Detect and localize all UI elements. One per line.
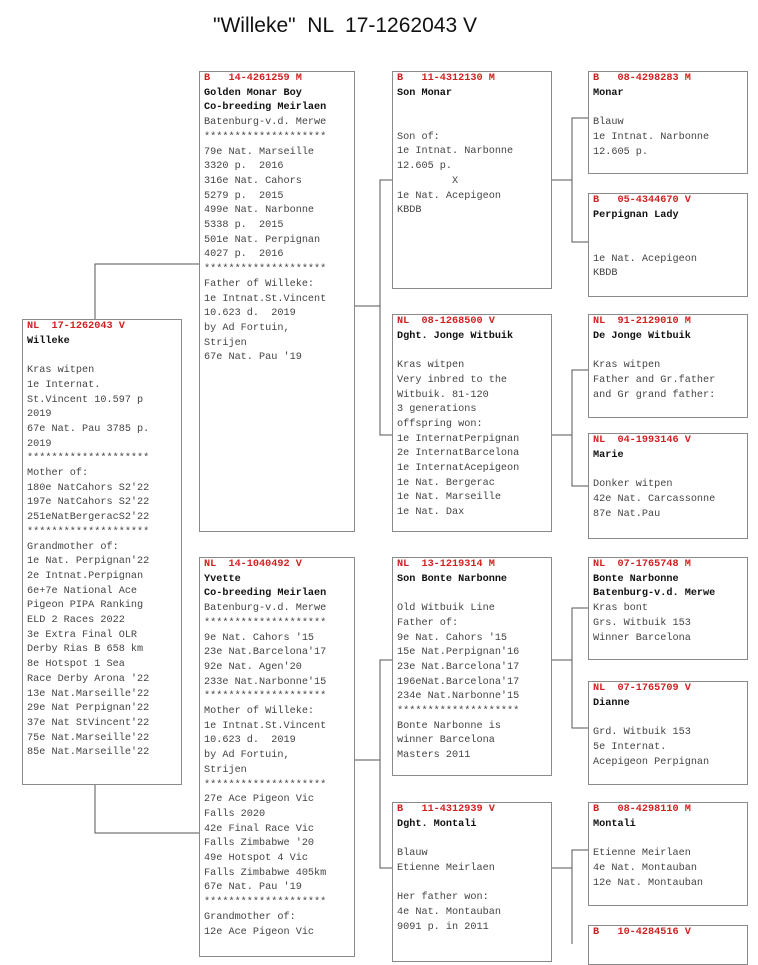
pedigree-box-sds	[588, 314, 748, 418]
pedigree-text-line: 23e Nat.Barcelona'17	[397, 661, 520, 673]
pedigree-text-line: 5338 p. 2015	[204, 220, 284, 232]
pedigree-text-line: 10.623 d. 2019	[204, 308, 296, 320]
ring-number: B 05-4344670 V	[593, 195, 691, 206]
pedigree-text-line: 67e Nat. Pau 3785 p.	[27, 423, 150, 435]
ring-number: NL 08-1268500 V	[397, 316, 495, 327]
pedigree-text-line: 13e Nat.Marseille'22	[27, 688, 150, 700]
pedigree-text-line: Kras witpen	[397, 360, 465, 372]
pedigree-box-dss	[588, 557, 748, 660]
pedigree-text-line: 92e Nat. Agen'20	[204, 661, 302, 673]
pedigree-text-line: Batenburg-v.d. Merwe	[204, 117, 327, 129]
pedigree-text-line	[593, 238, 747, 253]
pedigree-text-line: 1e InternatPerpignan	[397, 433, 520, 445]
pedigree-text-line: ********************	[397, 706, 520, 718]
pedigree-text-line: by Ad Fortuin,	[204, 322, 290, 334]
pedigree-text-line: 12e Nat. Montauban	[593, 877, 704, 889]
pedigree-text-line: Etienne Meirlaen	[397, 862, 495, 874]
pedigree-text-line: 2e Intnat.Perpignan	[27, 570, 144, 582]
pedigree-text-line	[593, 101, 747, 116]
pedigree-text-line: 79e Nat. Marseille	[204, 146, 315, 158]
pigeon-name: Montali	[593, 818, 636, 830]
pedigree-box-sss	[588, 71, 748, 174]
pedigree-text-line: 1e Nat. Marseille	[397, 492, 501, 504]
pedigree-text-line: 6e+7e National Ace	[27, 585, 138, 597]
pedigree-box-dsd	[588, 681, 748, 785]
pedigree-box-sire-sire	[392, 71, 552, 289]
pedigree-text-line: 1e Intnat. Narbonne	[397, 146, 514, 158]
pigeon-name: Co-breeding Meirlaen	[204, 588, 327, 600]
pedigree-text-line: 9091 p. in 2011	[397, 921, 489, 933]
ring-number: B 14-4261259 M	[204, 73, 302, 84]
pigeon-name: Yvette	[204, 573, 241, 585]
ring-number: NL 14-1040492 V	[204, 559, 302, 570]
pedigree-text-line: offspring won:	[397, 418, 483, 430]
pedigree-text-line: Etienne Meirlaen	[593, 848, 691, 860]
pedigree-text-line: Her father won:	[397, 892, 489, 904]
pedigree-text-line: 3320 p. 2016	[204, 161, 284, 173]
pedigree-text-line: and Gr grand father:	[593, 389, 716, 401]
pedigree-text-line: 4e Nat. Montauban	[397, 906, 501, 918]
pedigree-text-line: ********************	[204, 691, 327, 703]
pedigree-box-mother	[199, 557, 355, 957]
pedigree-text-line	[397, 344, 551, 359]
pedigree-text-line: 4e Nat. Montauban	[593, 862, 697, 874]
pedigree-text-line: 9e Nat. Cahors '15	[397, 632, 508, 644]
ring-number: NL 91-2129010 M	[593, 316, 691, 327]
pedigree-text-line: Batenburg-v.d. Merwe	[204, 603, 327, 615]
pedigree-text-line: 10.623 d. 2019	[204, 735, 296, 747]
ring-number: B 10-4284516 V	[593, 927, 691, 938]
pedigree-text-line: ********************	[204, 897, 327, 909]
pedigree-text-line	[593, 344, 747, 359]
pedigree-text-line: Acepigeon Perpignan	[593, 756, 710, 768]
pigeon-name: Monar	[593, 87, 624, 99]
pedigree-text-line: 5e Internat.	[593, 741, 667, 753]
pedigree-text-line: Winner Barcelona	[593, 632, 691, 644]
pigeon-name: Batenburg-v.d. Merwe	[593, 588, 716, 600]
pedigree-text-line: 196eNat.Barcelona'17	[397, 676, 520, 688]
pedigree-text-line: 316e Nat. Cahors	[204, 175, 302, 187]
pedigree-text-line: Blauw	[593, 117, 624, 129]
pedigree-text-line: 49e Hotspot 4 Vic	[204, 853, 308, 865]
pedigree-text-line: 37e Nat StVincent'22	[27, 717, 150, 729]
pedigree-text-line: 2e InternatBarcelona	[397, 448, 520, 460]
pedigree-text-line: ********************	[204, 131, 327, 143]
pedigree-text-line: Mother of Willeke:	[204, 706, 315, 718]
pedigree-text-line: Father and Gr.father	[593, 374, 716, 386]
pedigree-text-line: Father of Willeke:	[204, 278, 315, 290]
pedigree-text-line: Very inbred to the	[397, 374, 508, 386]
pedigree-text-line: Falls 2020	[204, 808, 266, 820]
pedigree-text-line	[397, 832, 551, 847]
pedigree-text-line: Strijen	[204, 337, 247, 349]
pedigree-text-line: 12e Ace Pigeon Vic	[204, 926, 315, 938]
pedigree-text-line: 27e Ace Pigeon Vic	[204, 794, 315, 806]
ring-number: NL 07-1765748 M	[593, 559, 691, 570]
pedigree-text-line: KBDB	[593, 268, 618, 280]
pedigree-text-line: ********************	[204, 779, 327, 791]
pedigree-text-line: 8e Hotspot 1 Sea	[27, 659, 125, 671]
pedigree-text-line: 1e InternatAcepigeon	[397, 463, 520, 475]
pedigree-text-line: 67e Nat. Pau '19	[204, 352, 302, 364]
pigeon-name: Co-breeding Meirlaen	[204, 102, 327, 114]
pigeon-name: Bonte Narbonne	[593, 573, 679, 585]
pedigree-text-line: winner Barcelona	[397, 735, 495, 747]
pedigree-text-line: 4027 p. 2016	[204, 249, 284, 261]
pedigree-text-line: Masters 2011	[397, 750, 471, 762]
pedigree-text-line: Donker witpen	[593, 479, 673, 491]
pedigree-text-line: 75e Nat.Marseille'22	[27, 732, 150, 744]
pedigree-text-line: Kras witpen	[27, 365, 95, 377]
pedigree-text-line: 15e Nat.Perpignan'16	[397, 647, 520, 659]
pigeon-name: Willeke	[27, 335, 70, 347]
pedigree-text-line: X	[397, 175, 459, 187]
pedigree-text-line	[593, 832, 747, 847]
pedigree-text-line: Strijen	[204, 764, 247, 776]
pedigree-box-sdd	[588, 433, 748, 539]
pedigree-text-line: by Ad Fortuin,	[204, 750, 290, 762]
pedigree-text-line: 1e Nat. Acepigeon	[397, 190, 501, 202]
pedigree-text-line: Mother of:	[27, 468, 89, 480]
pedigree-text-line: 499e Nat. Narbonne	[204, 205, 315, 217]
pedigree-text-line: 1e Intnat.St.Vincent	[204, 293, 327, 305]
pedigree-text-line: ********************	[27, 526, 150, 538]
ring-number: NL 07-1765709 V	[593, 683, 691, 694]
pedigree-text-line: Grs. Witbuik 153	[593, 617, 691, 629]
ring-number: B 08-4298283 M	[593, 73, 691, 84]
pedigree-text-line: 42e Final Race Vic	[204, 823, 315, 835]
pedigree-text-line: 3e Extra Final OLR	[27, 629, 138, 641]
pedigree-text-line: Bonte Narbonne is	[397, 720, 501, 732]
pigeon-name: Dianne	[593, 697, 630, 709]
pedigree-text-line: 1e Internat.	[27, 379, 101, 391]
pedigree-text-line	[593, 223, 747, 238]
ring-number: NL 04-1993146 V	[593, 435, 691, 446]
pedigree-text-line: 42e Nat. Carcassonne	[593, 493, 716, 505]
pedigree-text-line: ELD 2 Races 2022	[27, 615, 125, 627]
pedigree-text-line: 1e Nat. Acepigeon	[593, 253, 697, 265]
pedigree-text-line: 29e Nat Perpignan'22	[27, 703, 150, 715]
pigeon-name: Dght. Montali	[397, 818, 477, 830]
pedigree-box-father	[199, 71, 355, 532]
pedigree-box-sire-dam	[392, 314, 552, 532]
pedigree-text-line: 2019	[27, 438, 52, 450]
pigeon-name: Son Bonte Narbonne	[397, 573, 508, 585]
pedigree-text-line	[593, 711, 747, 726]
pedigree-text-line: 1e Nat. Dax	[397, 507, 465, 519]
pedigree-text-line: 87e Nat.Pau	[593, 508, 661, 520]
pigeon-name: Dght. Jonge Witbuik	[397, 330, 514, 342]
pedigree-text-line: 1e Nat. Bergerac	[397, 477, 495, 489]
pedigree-text-line: 501e Nat. Perpignan	[204, 234, 321, 246]
pedigree-text-line: Grd. Witbuik 153	[593, 727, 691, 739]
pedigree-text-line: Grandmother of:	[204, 911, 296, 923]
pigeon-name: Son Monar	[397, 87, 453, 99]
ring-number: NL 17-1262043 V	[27, 321, 125, 332]
pedigree-text-line: Race Derby Arona '22	[27, 673, 150, 685]
pedigree-text-line: 3 generations	[397, 404, 477, 416]
pedigree-box-subject	[22, 319, 182, 785]
pedigree-box-ddd	[588, 925, 748, 965]
pedigree-text-line: Old Witbuik Line	[397, 603, 495, 615]
pedigree-text-line: 1e Intnat.St.Vincent	[204, 720, 327, 732]
pedigree-text-line: 67e Nat. Pau '19	[204, 882, 302, 894]
pedigree-text-line: 234e Nat.Narbonne'15	[397, 691, 520, 703]
pedigree-text-line: 180e NatCahors S2'22	[27, 482, 150, 494]
pedigree-text-line: 197e NatCahors S2'22	[27, 497, 150, 509]
pedigree-text-line: Witbuik. 81-120	[397, 389, 489, 401]
pedigree-text-line: ********************	[27, 453, 150, 465]
pedigree-text-line: 1e Intnat. Narbonne	[593, 131, 710, 143]
ring-number: B 08-4298110 M	[593, 804, 691, 815]
ring-number: NL 13-1219314 M	[397, 559, 495, 570]
pedigree-text-line: 251eNatBergeracS2'22	[27, 512, 150, 524]
pedigree-text-line	[397, 101, 551, 116]
pedigree-text-line: KBDB	[397, 205, 422, 217]
pedigree-text-line: Father of:	[397, 617, 459, 629]
pedigree-text-line: 12.605 p.	[397, 161, 453, 173]
ring-number: B 11-4312130 M	[397, 73, 495, 84]
pedigree-text-line	[27, 349, 181, 364]
ring-number: B 11-4312939 V	[397, 804, 495, 815]
pedigree-text-line: Blauw	[397, 848, 428, 860]
pigeon-name: Golden Monar Boy	[204, 87, 302, 99]
pedigree-text-line: Grandmother of:	[27, 541, 119, 553]
pedigree-text-line: Kras bont	[593, 603, 649, 615]
pedigree-text-line: 5279 p. 2015	[204, 190, 284, 202]
pedigree-text-line: Son of:	[397, 131, 440, 143]
pedigree-box-dds	[588, 802, 748, 906]
page-title: "Willeke" NL 17-1262043 V	[213, 14, 477, 37]
pedigree-text-line: 233e Nat.Narbonne'15	[204, 676, 327, 688]
pedigree-text-line: 12.605 p.	[593, 146, 649, 158]
pedigree-text-line: Falls Zimbabwe 405km	[204, 867, 327, 879]
pedigree-text-line: ********************	[204, 264, 327, 276]
pedigree-box-dam-dam	[392, 802, 552, 962]
pedigree-text-line: Falls Zimbabwe '20	[204, 838, 315, 850]
pedigree-box-dam-sire	[392, 557, 552, 776]
pedigree-text-line: St.Vincent 10.597 p	[27, 394, 144, 406]
pedigree-text-line: 85e Nat.Marseille'22	[27, 747, 150, 759]
pigeon-name: Perpignan Lady	[593, 209, 679, 221]
pedigree-text-line	[397, 587, 551, 602]
pedigree-text-line: 1e Nat. Perpignan'22	[27, 556, 150, 568]
pigeon-name: Marie	[593, 449, 624, 461]
pigeon-name: De Jonge Witbuik	[593, 330, 691, 342]
pedigree-text-line: Pigeon PIPA Ranking	[27, 600, 144, 612]
pedigree-box-ssd	[588, 193, 748, 297]
pedigree-text-line	[397, 116, 551, 131]
pedigree-text-line	[397, 877, 551, 892]
pedigree-text-line: ********************	[204, 617, 327, 629]
pedigree-text-line: Derby Rias B 658 km	[27, 644, 144, 656]
pedigree-text-line	[593, 463, 747, 478]
pedigree-text-line: Kras witpen	[593, 360, 661, 372]
pedigree-text-line: 9e Nat. Cahors '15	[204, 632, 315, 644]
pedigree-text-line: 23e Nat.Barcelona'17	[204, 647, 327, 659]
pedigree-text-line: 2019	[27, 409, 52, 421]
